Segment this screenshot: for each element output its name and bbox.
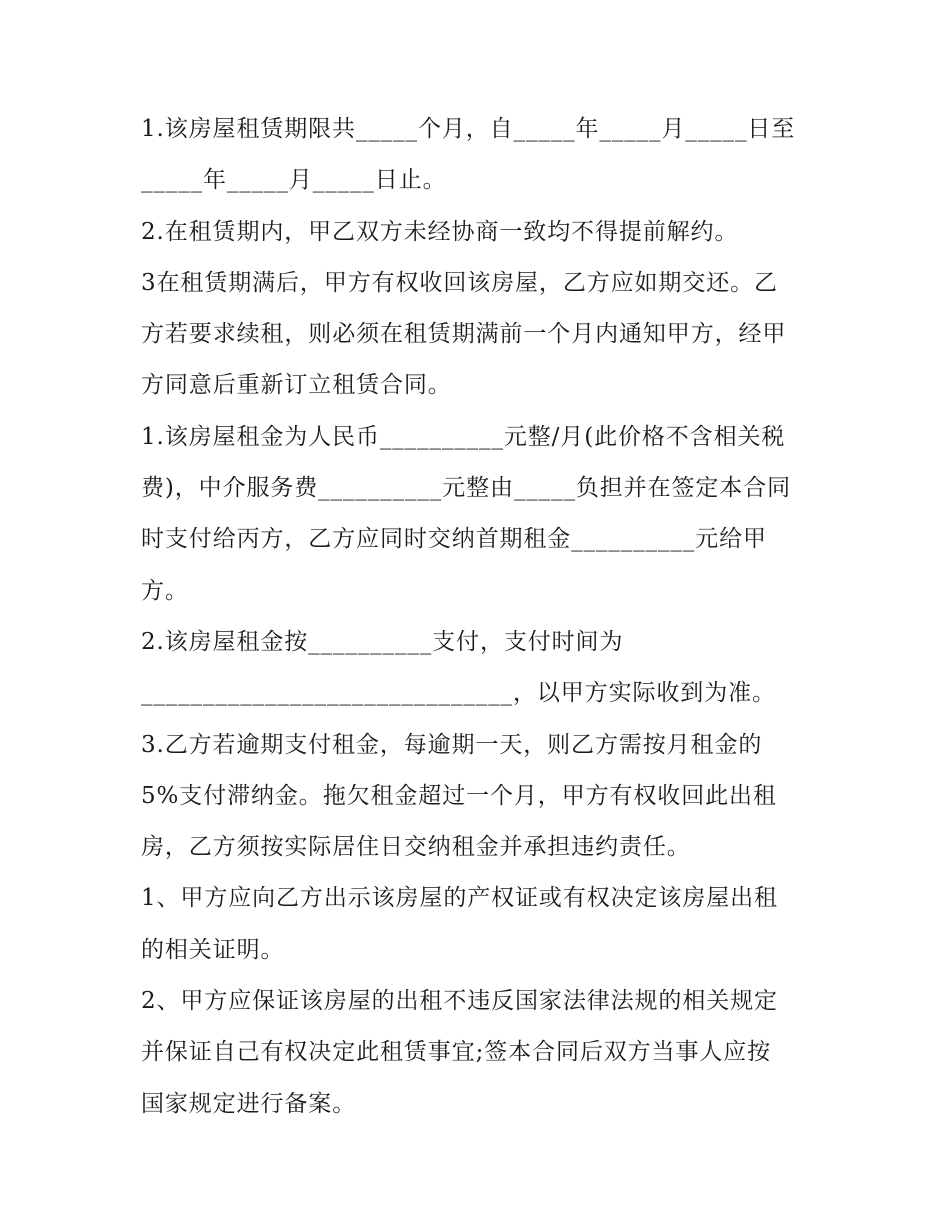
text-line-breach-liability: 房，乙方须按实际居住日交纳租金并承担违约责任。	[141, 834, 691, 861]
text-line-term-period: 1.该房屋租赁期限共_____个月，自_____年_____月_____日至	[141, 116, 796, 142]
text-line-rent-amount: 1.该房屋租金为人民币__________元整/月(此价格不含相关税	[141, 423, 786, 450]
text-line-renewal-contract: 方同意后重新订立租赁合同。	[141, 372, 452, 399]
text-line-late-payment: 3.乙方若逾期支付租金，每逾期一天，则乙方需按月租金的	[141, 731, 763, 758]
text-line-payment-time: ______________________________，以甲方实际收到为准。	[141, 680, 776, 707]
text-line-agency-fee: 费)，中介服务费__________元整由_____负担并在签定本合同	[141, 475, 791, 502]
text-line-expiry-return: 3在租赁期满后，甲方有权收回该房屋，乙方应如期交还。乙	[141, 269, 778, 296]
text-line-no-early-termination: 2.在租赁期内，甲乙双方未经协商一致均不得提前解约。	[141, 218, 739, 245]
text-line-late-fee: 5%支付滞纳金。拖欠租金超过一个月，甲方有权收回此出租	[141, 782, 777, 809]
text-line-term-end: _____年_____月_____日止。	[141, 167, 447, 194]
text-line-filing-obligation: 并保证自己有权决定此租赁事宜;签本合同后双方当事人应按	[141, 1039, 772, 1066]
text-line-ownership-proof-end: 的相关证明。	[141, 936, 285, 963]
text-line-legal-compliance: 2、甲方应保证该房屋的出租不违反国家法律法规的相关规定	[141, 988, 778, 1015]
text-line-payment-method: 2.该房屋租金按__________支付，支付时间为	[141, 628, 624, 655]
text-line-renewal-notice: 方若要求续租，则必须在租赁期满前一个月内通知甲方，经甲	[141, 321, 787, 348]
text-line-first-rent: 时支付给丙方，乙方应同时交纳首期租金__________元给甲	[141, 526, 767, 553]
text-line-filing-end: 国家规定进行备案。	[141, 1090, 357, 1117]
contract-text-body	[141, 104, 821, 1130]
text-line-first-rent-end: 方。	[141, 577, 189, 604]
text-line-ownership-proof: 1、甲方应向乙方出示该房屋的产权证或有权决定该房屋出租	[141, 885, 778, 912]
